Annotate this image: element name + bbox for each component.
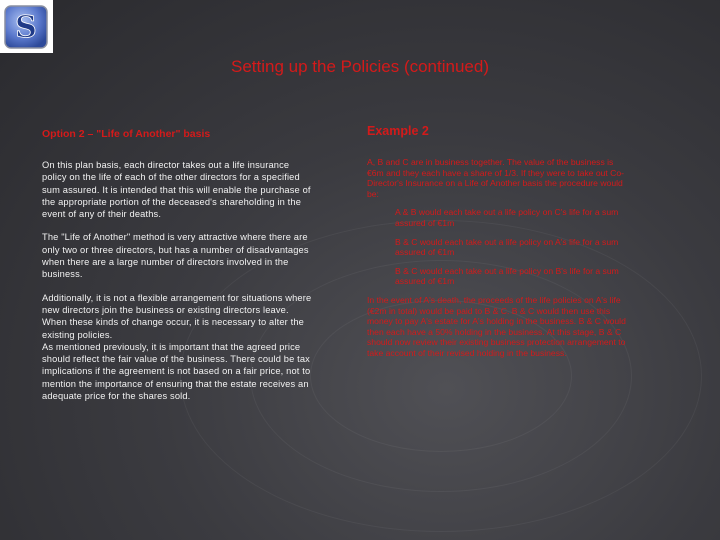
left-paragraph: The "Life of Another" method is very attractive where there are only two or three directors, but has a number of disadvantages when there are a large number of directors involved in the business. [42, 232, 309, 280]
logo [0, 0, 53, 53]
left-body [42, 159, 314, 413]
right-heading: Example 2 [367, 124, 429, 138]
left-heading: Option 2 – "Life of Another" basis [42, 128, 211, 140]
left-paragraph: On this plan basis, each director takes out a life insurance policy on the life of each of the other directors for a specified sum assured. It is intended that this will enable the purchase of the appropriate portion of the deceased's shareholding in the event of any of their deaths. [42, 160, 311, 220]
example-item: B & C would each take out a life policy on B's life for a sum assured of €1m [395, 265, 619, 287]
left-paragraph: As mentioned previously, it is important that the agreed price should reflect the fair value of the business. There could be tax implications if the agreement is not based on a fair price, not to mention the importance of ensuring that the estate receives an adequate price for the shares sold. [42, 341, 311, 402]
example-conclusion: In the event of A's death, the proceeds of the life policies on A's life (€2m in total) would be paid to B & C. B & C would then use this money to pay A's estate for A's holding in the business. B & C would then each have a 50% holding in the business. At this stage, B & C should now review their existing business protection arrangement to take account of their revised holding in the business. [367, 294, 626, 358]
slide-title: Setting up the Policies (continued) [231, 57, 489, 76]
s-logo-icon [4, 5, 48, 49]
example-item: B & C would each take out a life policy on A's life for a sum assured of €1m [395, 236, 619, 258]
left-paragraph: Additionally, it is not a flexible arrangement for situations where new directors join the business or existing directors leave. When these kinds of change occur, it is necessary to alter the existing policies. [42, 292, 312, 340]
svg-text:S: S [15, 10, 37, 45]
right-body [367, 157, 629, 367]
example-intro: A, B and C are in business together. The value of the business is €6m and they each have a share of 1/3. If they were to take out Co-Director's Insurance on a Life of Another basis the procedure would be: [367, 157, 625, 199]
example-item: A & B would each take out a life policy on C's life for a sum assured of €1m [395, 207, 619, 228]
